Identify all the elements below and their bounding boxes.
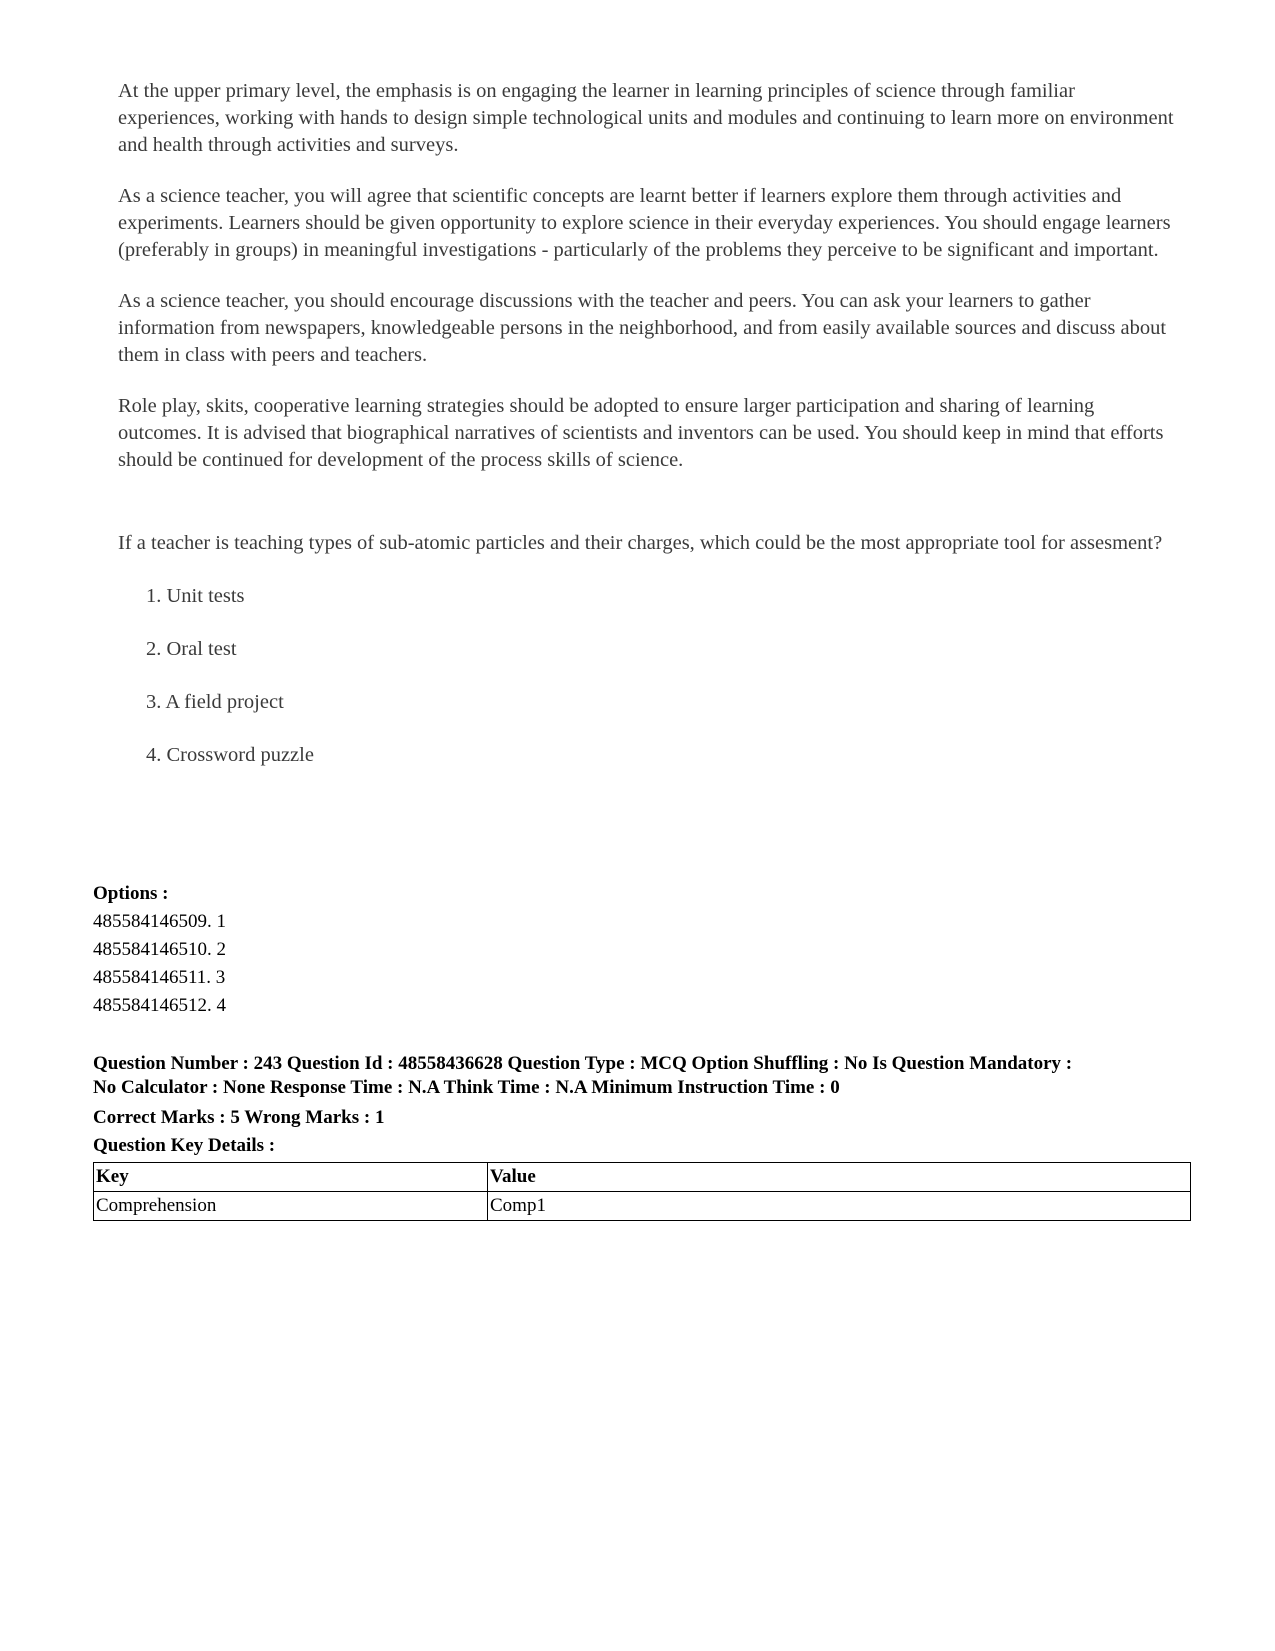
scanned-passage <box>118 78 1178 795</box>
choice-item: 3. A field project <box>146 691 284 713</box>
table-row <box>94 1192 1191 1221</box>
table-header-row <box>94 1163 1191 1192</box>
question-info-line: Question Number : 243 Question Id : 48558436628 Question Type : MCQ Option Shuffling : No Is Question Mandatory : <box>93 1053 1073 1074</box>
choice-list <box>118 583 1178 769</box>
table-cell-value: Comp1 <box>488 1192 1191 1221</box>
table-header-value: Value <box>488 1163 1191 1192</box>
passage-paragraph: At the upper primary level, the emphasis is on engaging the learner in learning principles of science through familiar experiences, working with hands to design simple technological units and modules and continuing to learn more on environment and health through activities and surveys. <box>118 80 1174 156</box>
passage-paragraph: Role play, skits, cooperative learning strategies should be adopted to ensure larger participation and sharing of learning outcomes. It is advised that biographical narratives of scientists and inventors can be used. You should keep in mind that efforts should be continued for development of the process skills of science. <box>118 395 1164 471</box>
passage-paragraph: As a science teacher, you will agree that scientific concepts are learnt better if learners explore them through activities and experiments. Learners should be given opportunity to explore science in their everyday experiences. You should engage learners (preferably in groups) in meaningful investigations - particularly of the problems they perceive to be significant and important. <box>118 185 1171 261</box>
option-item: 485584146512. 4 <box>93 995 226 1016</box>
question-text: If a teacher is teaching types of sub-atomic particles and their charges, which could be the most appropriate tool for assesment? <box>118 532 1163 554</box>
table-header-key: Key <box>94 1163 488 1192</box>
question-info-line: No Calculator : None Response Time : N.A Think Time : N.A Minimum Instruction Time : 0 <box>93 1077 840 1098</box>
key-details-label: Question Key Details : <box>93 1135 276 1156</box>
options-list <box>93 908 1193 1020</box>
choice-item: 2. Oral test <box>146 638 237 660</box>
option-item: 485584146511. 3 <box>93 967 226 988</box>
key-details-table <box>93 1162 1191 1221</box>
question-info <box>93 1052 1193 1100</box>
choice-item: 1. Unit tests <box>146 585 245 607</box>
marks-line: Correct Marks : 5 Wrong Marks : 1 <box>93 1107 385 1128</box>
option-item: 485584146510. 2 <box>93 939 226 960</box>
option-item: 485584146509. 1 <box>93 911 226 932</box>
table-cell-key: Comprehension <box>94 1192 488 1221</box>
choice-item: 4. Crossword puzzle <box>146 744 314 766</box>
question-metadata <box>93 880 1193 1221</box>
passage-paragraph: As a science teacher, you should encourage discussions with the teacher and peers. You can ask your learners to gather information from newspapers, knowledgeable persons in the neighborhood, and from easily available sources and discuss about them in class with peers and teachers. <box>118 290 1167 366</box>
options-heading: Options : <box>93 883 169 904</box>
